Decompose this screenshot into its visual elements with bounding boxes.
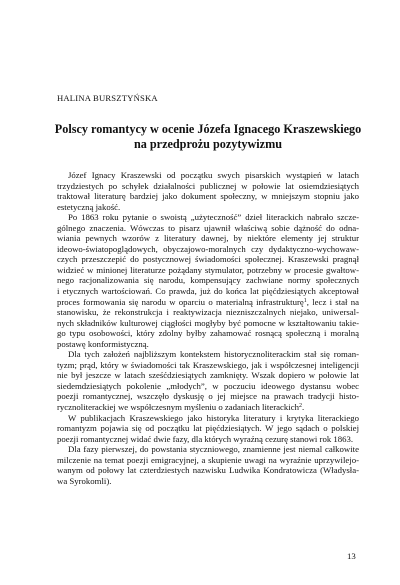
author-name: HALINA BURSZTYŃSKA	[57, 93, 158, 103]
text-line: wiania pewnych wzorów z literatury dawnej, by niektóre elementy jej struktur	[57, 233, 359, 244]
text-line	[57, 297, 359, 308]
text-line: i etycznych wartościowań. Co prawda, już do końca lat pięćdziesiątych akceptował	[57, 286, 359, 297]
footnote-marker: 2	[298, 403, 302, 410]
footnote-marker: 1	[303, 297, 307, 304]
text-line: czych przeszczepić do postycznowej świadomości społecznej. Kraszewski pragnął	[57, 254, 359, 265]
text-line: Dla fazy pierwszej, do powstania styczniowego, znamienne jest niemal całkowite	[68, 444, 359, 455]
text-line: poezji romantycznej, wszczęło dyskusję o jej miejsce na prawach tradycji histo-	[57, 391, 359, 402]
text-fragment: , lecz i stał na	[306, 296, 359, 307]
text-line: poezji romantycznej widać dwie fazy, dla których wyraźną cezurę stanowi rok 1863.	[57, 433, 354, 444]
text-line: nego racjonalizowania się narodu, kompensujący zachwiane normy społecznych	[57, 275, 359, 286]
text-line: Po 1863 roku pytanie o swoistą „użyteczność” dzieł literackich nabrało szcze-	[68, 212, 359, 223]
article-title	[40, 122, 376, 152]
text-line: estetyczną jakość.	[57, 201, 121, 212]
paragraph	[57, 212, 359, 349]
text-line: go typu osobowości, który zdolny byłby zahamować rosnącą społeczną i moralną	[57, 328, 359, 339]
page-number: 13	[347, 551, 356, 561]
text-line: wanym od połowy lat czterdziestych nazwisku Ludwika Kondratowicza (Władysła-	[57, 465, 359, 476]
paragraph	[57, 413, 359, 445]
text-line: trzydziestych po schyłek działalności publicznej w połowie lat osiemdziesiątych	[57, 180, 359, 191]
paragraph	[57, 349, 359, 412]
text-line: W publikacjach Kraszewskiego jako historyka literatury i krytyka literackiego	[68, 412, 359, 423]
title-line: na przedprożu pozytywizmu	[133, 137, 283, 151]
body-text	[57, 170, 359, 486]
text-line	[57, 402, 359, 413]
text-line: Dla tych założeń najbliższym kontekstem historycznoliterackim stał się roman-	[68, 349, 359, 360]
text-line: siedemdziesiątych pokolenie „młodych”, w poczuciu ideowego dystansu wobec	[57, 380, 359, 391]
text-line: widzieć w minionej literaturze pożądany stymulator, potrzebny w procesie gwałtow-	[57, 264, 359, 275]
title-line: Polscy romantycy w ocenie Józefa Ignacego Kraszewskiego	[54, 122, 362, 136]
paragraph	[57, 444, 359, 486]
text-line: gólnego znaczenia. Wówczas to pisarz ujawnił właściwą sobie dążność do odna-	[57, 222, 359, 233]
text-line: milczenie na temat poezji emigracyjnej, a skupienie uwagi na wyraźnie uprzywilejo-	[57, 454, 359, 465]
text-line: traktował literaturę bardziej jako dokument społeczny, w mniejszym stopniu jako	[57, 191, 359, 202]
text-line: romantyzm pojawia się od początku lat pięćdziesiątych. W jego sądach o polskiej	[57, 423, 359, 434]
text-fragment: proces formowania się narodu w oparciu o materialną infrastrukturę	[57, 296, 304, 307]
paragraph	[57, 170, 359, 212]
text-fragment: .	[301, 402, 305, 413]
text-line: nych składników kulturowej ciągłości mogłyby być pomocne w kształtowaniu takie-	[57, 317, 359, 328]
text-line: Józef Ignacy Kraszewski od początku swych pisarskich wystąpień w latach	[68, 170, 359, 180]
text-line: tyzm; prąd, który w świadomości tak Kraszewskiego, jak i współczesnej inteligencji	[57, 359, 359, 370]
text-line: ideowo-światopoglądowych, obyczajowo-moralnych czy dydaktyczno-wychowaw-	[57, 243, 359, 254]
text-fragment: rycznoliterackiej we współczesnym myśleniu o zadaniach literackich	[57, 402, 299, 413]
text-line: postawę konformistyczną.	[57, 338, 149, 349]
text-line: wa Syrokomli).	[57, 475, 112, 486]
text-line: stanowisku, że rekonstrukcja i reaktywizacja niezniszczalnych niejako, uniwersal-	[57, 307, 359, 318]
text-line: nie był jeszcze w latach sześćdziesiątych zamknięty. Wszak dopiero w połowie lat	[57, 370, 359, 381]
